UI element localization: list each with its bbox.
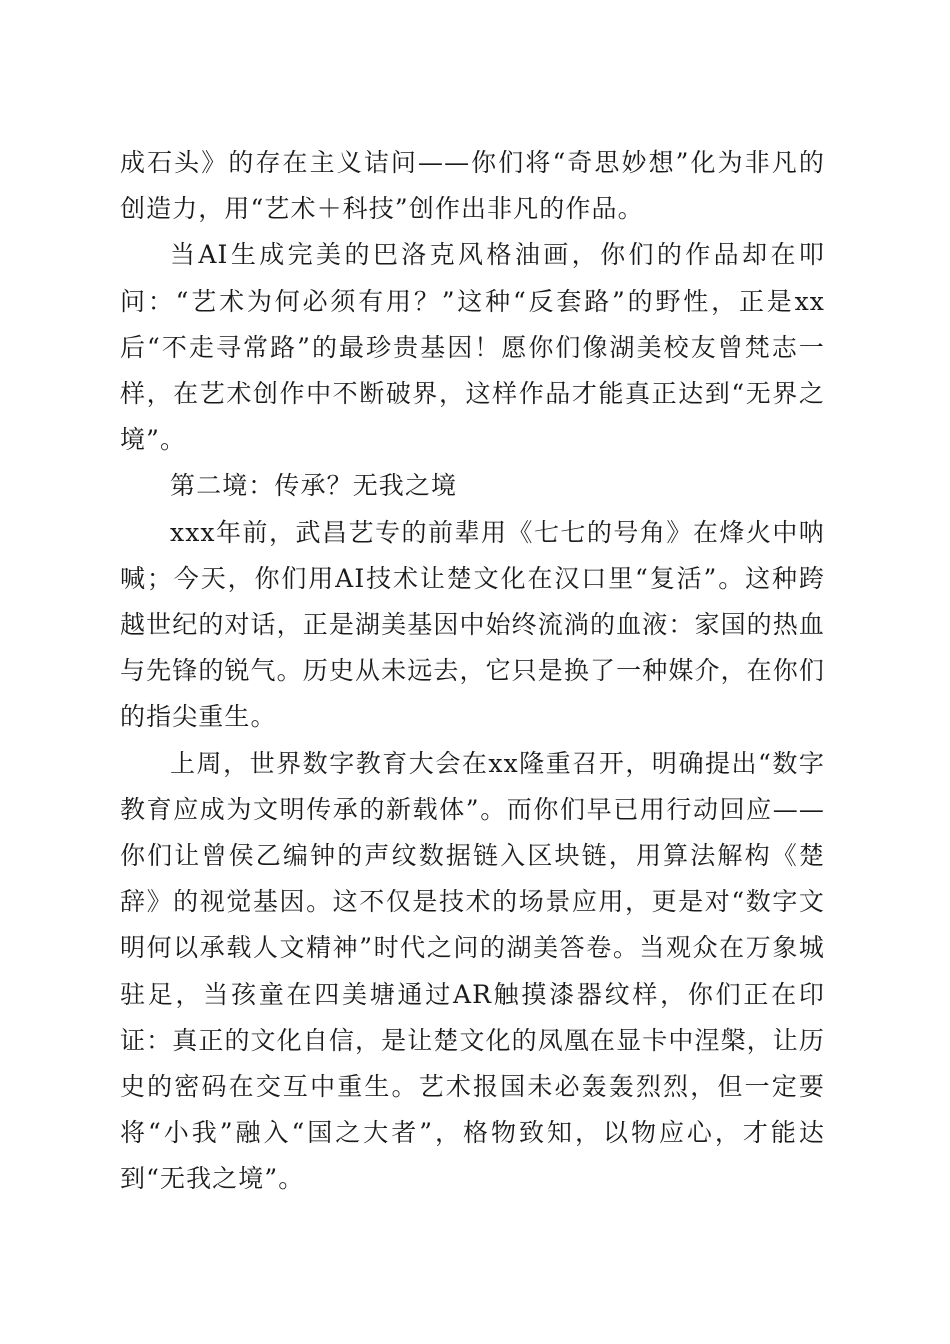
- paragraph-continuation: 成石头》的存在主义诘问——你们将“奇思妙想”化为非凡的创造力，用“艺术＋科技”创作出非凡的作品。: [120, 148, 825, 224]
- paragraph-digital-education: 上周，世界数字教育大会在xx隆重召开，明确提出“数字教育应成为文明传承的新载体”。而你们早已用行动回应——你们让曾侯乙编钟的声纹数据链入区块链，用算法解构《楚辞》的视觉基因。这不仅是技术的场景应用，更是对“数字文明何以承载人文精神”时代之问的湖美答卷。当观众在万象城驻足，当孩童在四美塘通过AR触摸漆器纹样，你们正在印证：真正的文化自信，是让楚文化的凤凰在显卡中涅槃，让历史的密码在交互中重生。艺术报国未必轰轰烈烈，但一定要将“小我”融入“国之大者”，格物致知，以物应心，才能达到“无我之境”。: [120, 748, 825, 1194]
- section-heading-second-realm: 第二境：传承？无我之境: [170, 471, 458, 501]
- document-body: [120, 140, 825, 1203]
- paragraph-ai-baroque: 当AI生成完美的巴洛克风格油画，你们的作品却在叩问：“艺术为何必须有用？”这种“反套路”的野性，正是xx后“不走寻常路”的最珍贵基因！愿你们像湖美校友曾梵志一样，在艺术创作中不断破界，这样作品才能真正达到“无界之境”。: [120, 240, 825, 455]
- paragraph-wuchang-history: xxx年前，武昌艺专的前辈用《七七的号角》在烽火中呐喊；今天，你们用AI技术让楚文化在汉口里“复活”。这种跨越世纪的对话，正是湖美基因中始终流淌的血液：家国的热血与先锋的锐气。历史从未远去，它只是换了一种媒介，在你们的指尖重生。: [120, 517, 825, 732]
